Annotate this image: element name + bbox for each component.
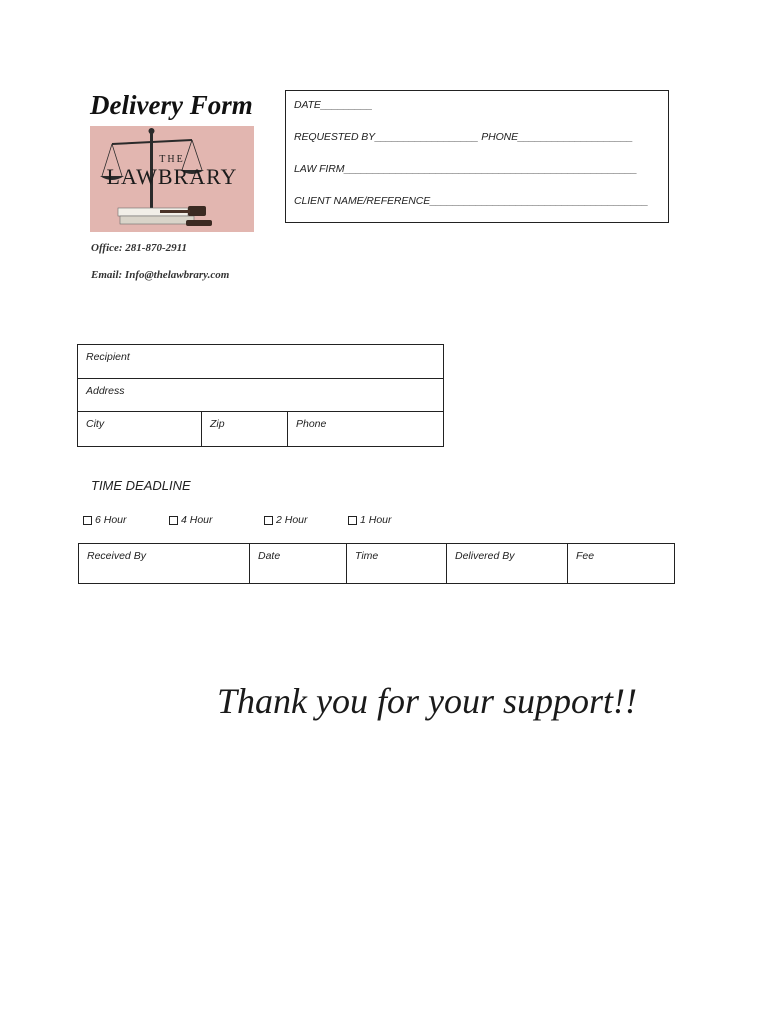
deadline-6-hour-checkbox[interactable] [83, 514, 127, 526]
checkbox-icon[interactable] [169, 516, 178, 525]
time-cell[interactable]: Time [347, 544, 447, 584]
client-reference-field[interactable]: CLIENT NAME/REFERENCE______________________________________ [294, 195, 649, 207]
date-field[interactable]: DATE_________ [294, 99, 373, 111]
checkbox-label: 1 Hour [360, 514, 392, 526]
time-deadline-title: TIME DEADLINE [91, 478, 191, 493]
deadline-2-hour-checkbox[interactable] [264, 514, 308, 526]
checkbox-label: 4 Hour [181, 514, 213, 526]
checkbox-icon[interactable] [348, 516, 357, 525]
recipient-field[interactable]: Recipient [78, 345, 444, 379]
received-by-field[interactable]: Received By [79, 544, 250, 584]
date-cell[interactable]: Date [250, 544, 347, 584]
checkbox-icon[interactable] [264, 516, 273, 525]
law-firm-field[interactable]: LAW FIRM___________________________________________________ [294, 163, 638, 175]
receipt-table [78, 543, 675, 584]
checkbox-icon[interactable] [83, 516, 92, 525]
recipient-table [77, 344, 444, 447]
checkbox-label: 6 Hour [95, 514, 127, 526]
deadline-4-hour-checkbox[interactable] [169, 514, 213, 526]
office-phone: Office: 281-870-2911 [91, 242, 188, 254]
request-info-box [285, 90, 669, 223]
lawbrary-logo [90, 126, 254, 232]
address-field[interactable]: Address [78, 379, 444, 412]
logo-the-text: THE [159, 154, 185, 165]
deadline-1-hour-checkbox[interactable] [348, 514, 392, 526]
requested-by-phone-field[interactable]: REQUESTED BY__________________ PHONE____________________ [294, 131, 633, 143]
city-field[interactable]: City [78, 412, 202, 447]
email-address: Email: Info@thelawbrary.com [91, 269, 230, 281]
checkbox-label: 2 Hour [276, 514, 308, 526]
logo-name-text: LAWBRARY [106, 164, 238, 189]
delivered-by-field[interactable]: Delivered By [447, 544, 568, 584]
fee-field[interactable]: Fee [568, 544, 675, 584]
zip-field[interactable]: Zip [202, 412, 288, 447]
thank-you-message: Thank you for your support!! [217, 681, 637, 721]
phone-field[interactable]: Phone [288, 412, 444, 447]
form-title: Delivery Form [90, 90, 253, 120]
